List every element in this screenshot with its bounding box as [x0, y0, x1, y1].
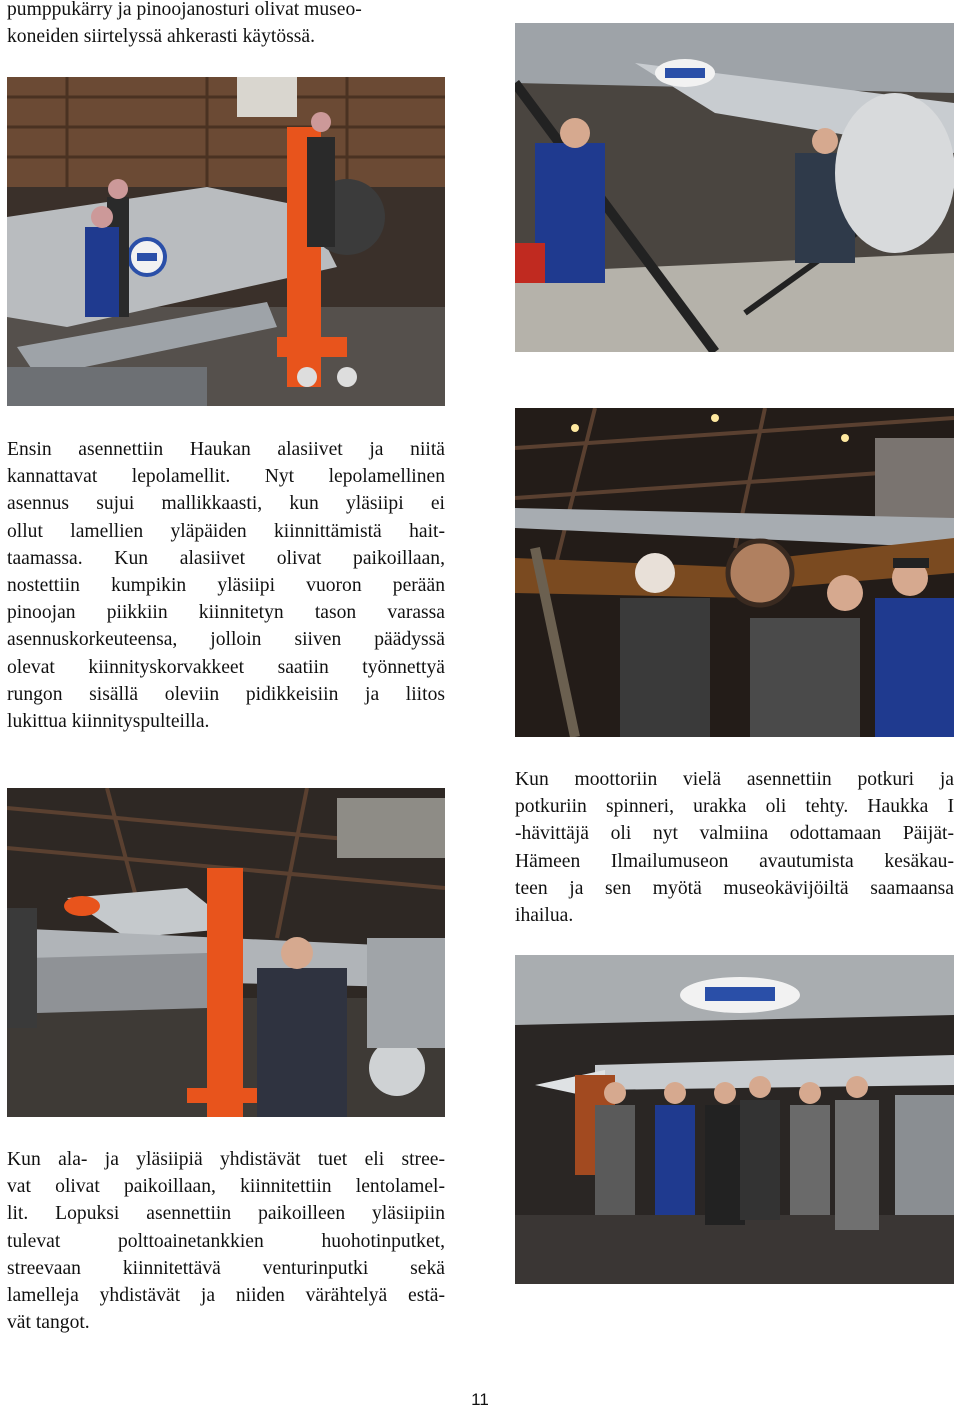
text-line: lit. Lopuksi asennettiin paikoilleen yläsiipiin — [7, 1203, 445, 1225]
text-line: Hämeen Ilmailumuseon avautumista kesäkau- — [515, 850, 954, 872]
text-line: asennuskorkeuteensa, jolloin siiven päädyssä — [7, 629, 445, 651]
text-line: ihailua. — [515, 905, 574, 927]
text-line: rungon sisällä oleviin pidikkeisiin ja liitos — [7, 683, 445, 705]
text-line: nostettiin kumpikin yläsiipi vuoron perään — [7, 575, 445, 597]
text-line: asennus sujui mallikkaasti, kun yläsiipi ei — [7, 493, 445, 515]
text-line: ollut lamellien yläpäiden kiinnittämistä hait- — [7, 520, 445, 542]
text-line: lukittua kiinnityspulteilla. — [7, 711, 210, 733]
text-line: pinoojan piikkiin kiinnitetyn tason varassa — [7, 602, 445, 624]
paragraph-struts — [7, 1146, 445, 1336]
text-line: potkuriin spinneri, urakka oli tehty. Haukka I — [515, 796, 954, 818]
page-number: 11 — [471, 1390, 489, 1409]
paragraph-propeller-done — [515, 766, 954, 929]
photo-under-wing — [515, 23, 954, 352]
text-line: kannattavat lepolamellit. Nyt lepolamellinen — [7, 466, 445, 488]
text-line: streevaan kiinnitettävä venturinputki sekä — [7, 1257, 445, 1279]
text-line: tulevat polttoainetankkien huohotinputket, — [7, 1230, 445, 1252]
text-line: pumppukärry ja pinoojanosturi olivat museo- — [7, 0, 362, 20]
text-line: taamassa. Kun alasiivet olivat paikoillaan, — [7, 547, 445, 569]
text-line: Kun ala- ja yläsiipiä yhdistävät tuet eli stree- — [7, 1149, 445, 1170]
top-text — [7, 0, 445, 50]
paragraph-wing-installation — [7, 436, 445, 735]
photo-propeller — [515, 408, 954, 737]
text-line: olevat kiinnityskorvakkeet saatiin työnnettyä — [7, 656, 445, 678]
text-line: lamelleja yhdistävät ja niiden värähtelyä estä- — [7, 1285, 445, 1307]
text-line: Kun moottoriin vielä asennettiin potkuri ja — [515, 769, 954, 790]
photo-group — [515, 955, 954, 1284]
text-line: koneiden siirtelyssä ahkerasti käytössä. — [7, 26, 315, 48]
text-line: teen ja sen myötä museokävijöiltä saamaansa — [515, 877, 954, 899]
text-line: vät tangot. — [7, 1312, 90, 1334]
photo-hangar-lift — [7, 788, 445, 1117]
text-line: -hävittäjä oli nyt valmiina odottamaan Päijät- — [515, 823, 954, 845]
text-line: vat olivat paikoillaan, kiinnitettiin lentolamel- — [7, 1176, 445, 1198]
text-line: Ensin asennettiin Haukan alasiivet ja niitä — [7, 439, 445, 460]
photo-wing-lift — [7, 77, 445, 406]
